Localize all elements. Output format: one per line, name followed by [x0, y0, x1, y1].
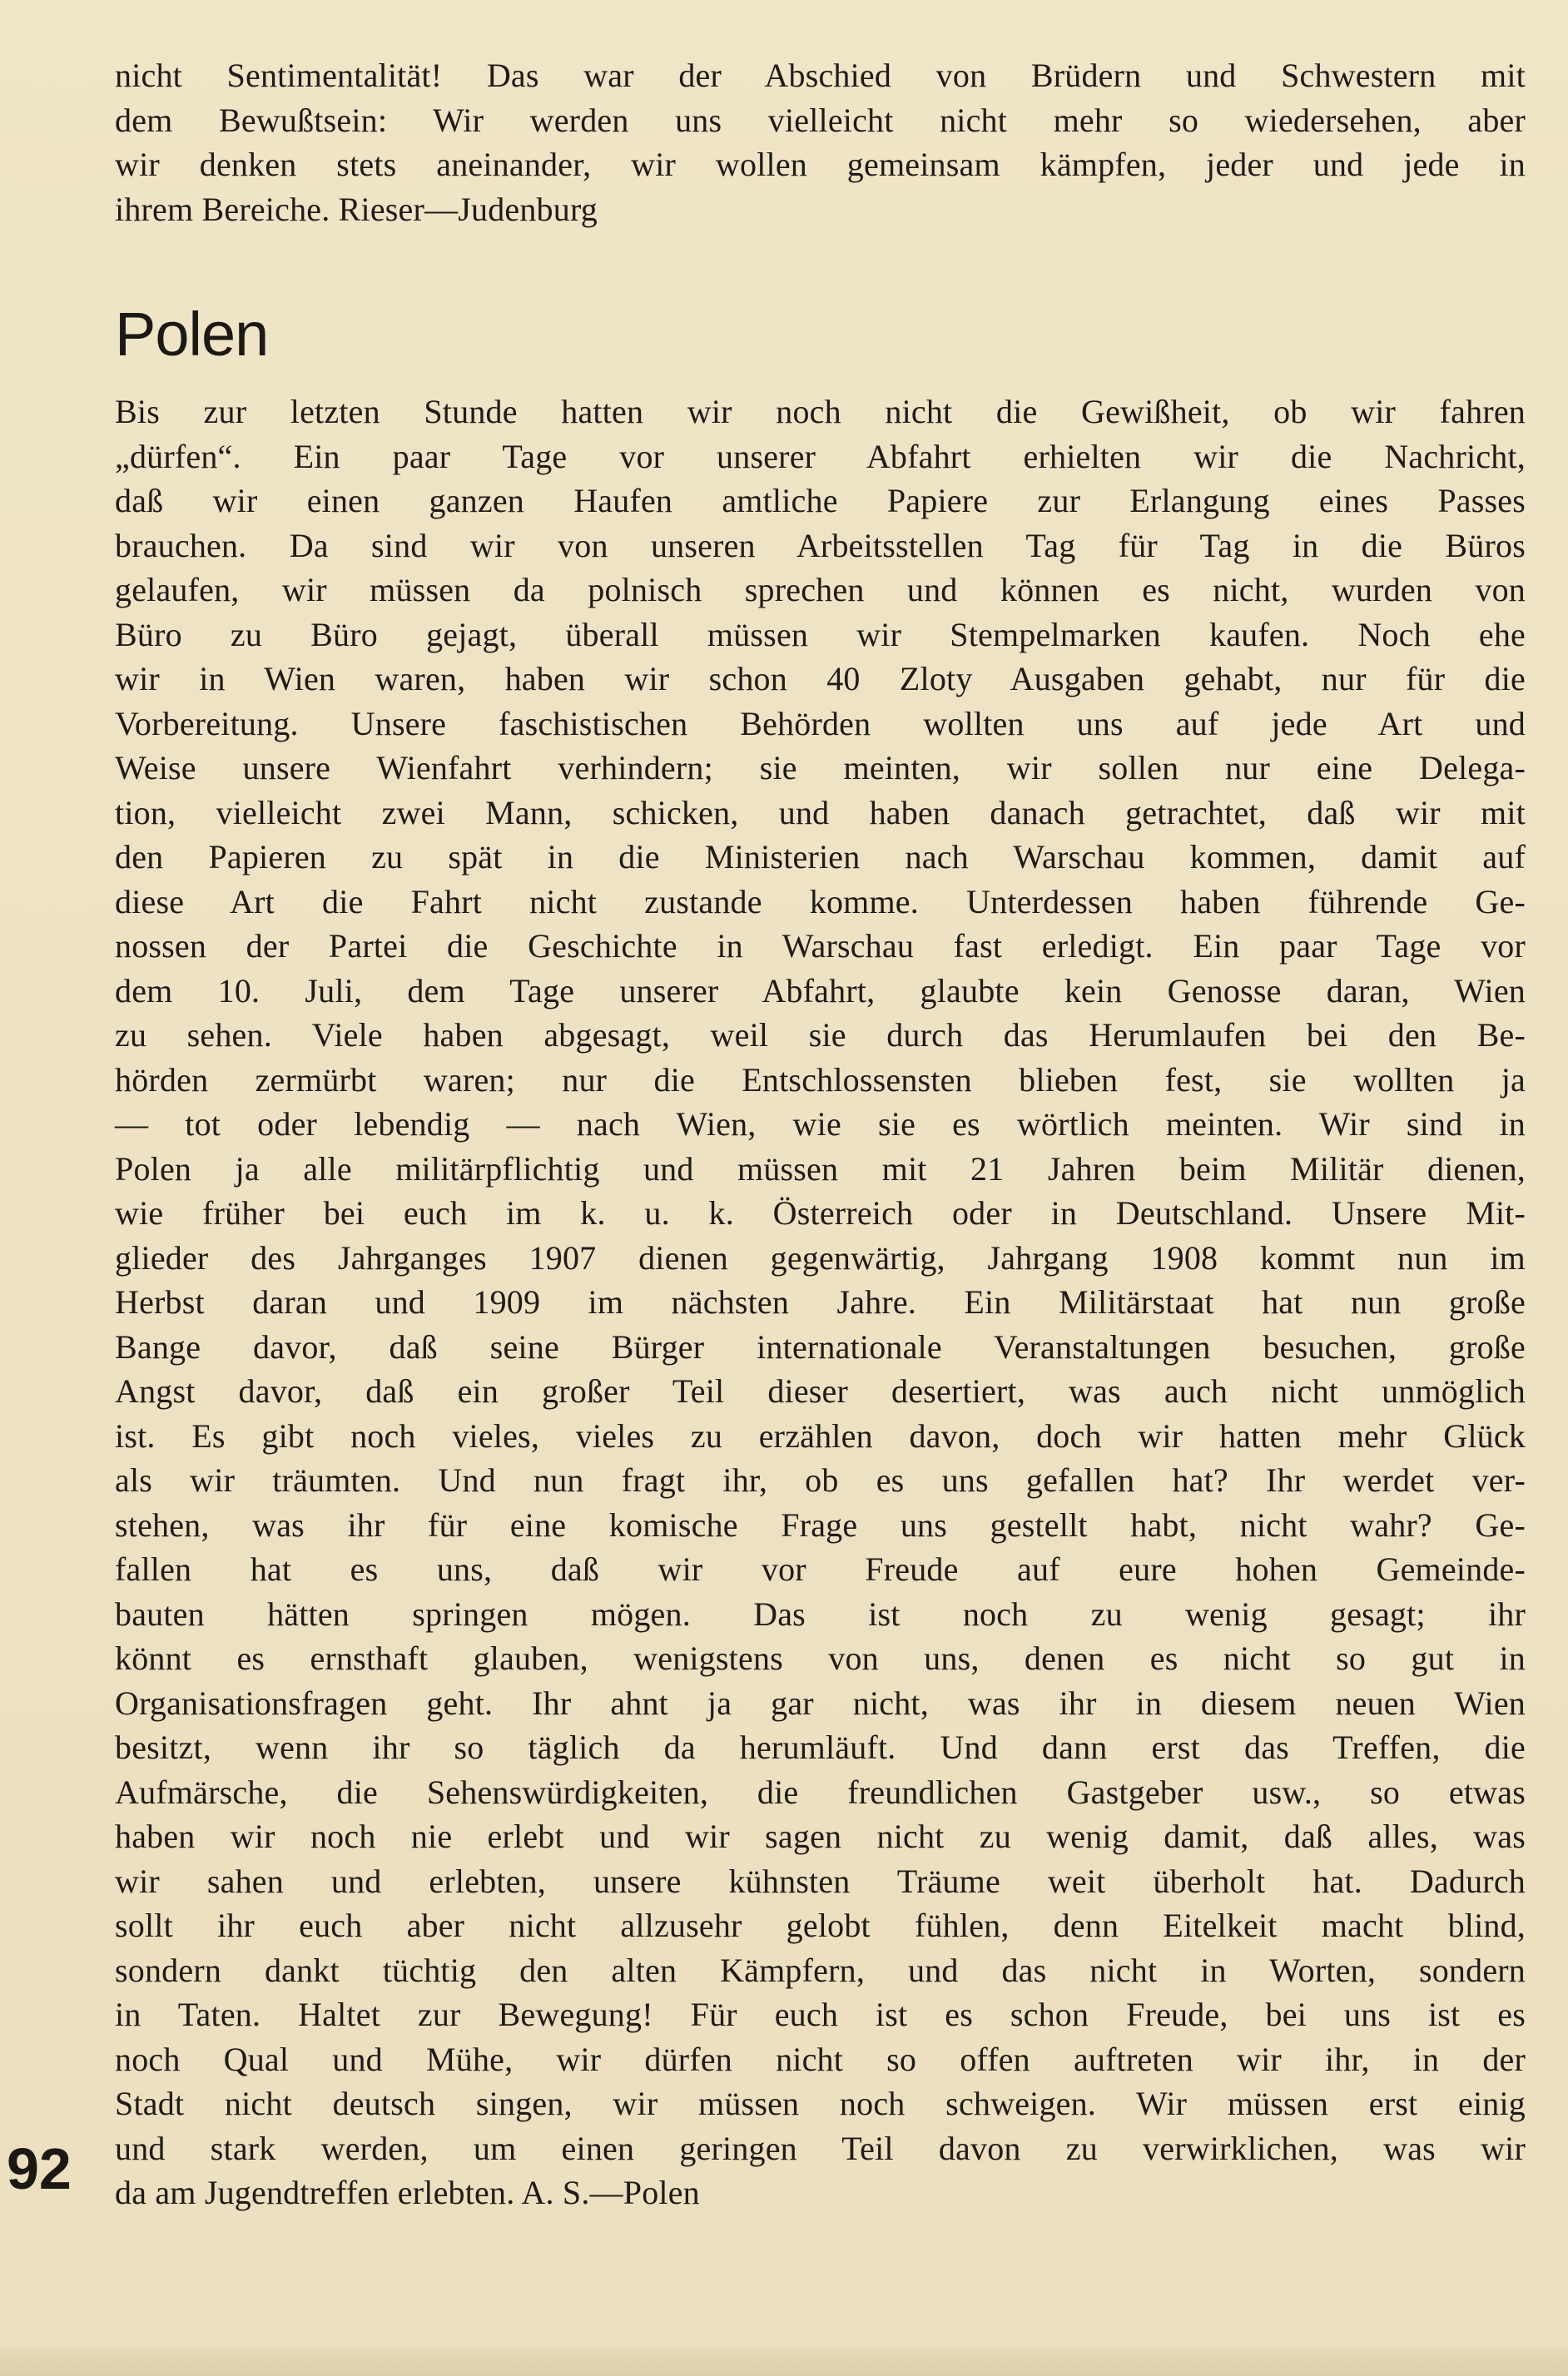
- text-line: den Papieren zu spät in die Ministerien nach Warschau kommen, damit auf: [115, 838, 1526, 875]
- text-line: Polen ja alle militärpflichtig und müssen mit 21 Jahren beim Militär dienen,: [115, 1149, 1526, 1188]
- text-line: dem Bewußtsein: Wir werden uns vielleicht nicht mehr so wiedersehen, aber: [115, 101, 1526, 139]
- text-line: brauchen. Da sind wir von unseren Arbeitsstellen Tag für Tag in die Büros: [115, 526, 1526, 564]
- text-line: sondern dankt tüchtig den alten Kämpfern, und das nicht in Worten, sondern: [115, 1951, 1526, 1989]
- text-line: wir denken stets aneinander, wir wollen gemeinsam kämpfen, jeder und jede in: [115, 146, 1526, 183]
- text-line: Bis zur letzten Stunde hatten wir noch nicht die Gewißheit, ob wir fahren: [115, 393, 1526, 430]
- closing-line: [115, 2170, 1526, 2215]
- text-line: hörden zermürbt waren; nur die Entschlossensten blieben fest, sie wollten ja: [115, 1060, 1526, 1099]
- text-line: daß wir einen ganzen Haufen amtliche Papiere zur Erlangung eines Passes: [115, 482, 1526, 519]
- text-line: Vorbereitung. Unsere faschistischen Behörden wollten uns auf jede Art und: [115, 704, 1526, 742]
- text-line: wie früher bei euch im k. u. k. Österreich oder in Deutschland. Unsere Mit-: [115, 1194, 1526, 1232]
- section-heading: Polen: [115, 300, 269, 369]
- text-line: da am Jugendtreffen erlebten.: [115, 2174, 515, 2211]
- text-line: besitzt, wenn ihr so täglich da herumläuft. Und dann erst das Treffen, die: [115, 1729, 1526, 1766]
- text-line: gelaufen, wir müssen da polnisch sprechen und können es nicht, wurden von: [115, 571, 1526, 608]
- page-bottom-edge: [0, 2348, 1568, 2376]
- text-line: Weise unsere Wienfahrt verhindern; sie meinten, wir sollen nur eine Delega-: [115, 749, 1526, 786]
- text-line: „dürfen“. Ein paar Tage vor unserer Abfahrt erhielten wir die Nachricht,: [115, 437, 1526, 475]
- text-line: könnt es ernsthaft glauben, wenigstens von uns, denen es nicht so gut in: [115, 1639, 1526, 1677]
- text-line: Angst davor, daß ein großer Teil dieser desertiert, was auch nicht unmöglich: [115, 1372, 1526, 1410]
- top-paragraph: [115, 53, 1526, 231]
- text-line: zu sehen. Viele haben abgesagt, weil sie durch das Herumlaufen bei den Be-: [115, 1016, 1526, 1054]
- text-line: in Taten. Haltet zur Bewegung! Für euch ist es schon Freude, bei uns ist es: [115, 1996, 1526, 2033]
- text-line: Aufmärsche, die Sehenswürdigkeiten, die freundlichen Gastgeber usw., so etwas: [115, 1773, 1526, 1811]
- text-line: diese Art die Fahrt nicht zustande komme. Unterdessen haben führende Ge-: [115, 882, 1526, 920]
- text-line: Büro zu Büro gejagt, überall müssen wir Stempelmarken kaufen. Noch ehe: [115, 615, 1526, 653]
- text-line: noch Qual und Mühe, wir dürfen nicht so offen auftreten wir ihr, in der: [115, 2040, 1526, 2078]
- text-line: fallen hat es uns, daß wir vor Freude auf eure hohen Gemeinde-: [115, 1550, 1526, 1588]
- page-number: 92: [7, 2136, 72, 2201]
- closing-line: [115, 187, 1526, 232]
- text-line: haben wir noch nie erlebt und wir sagen nicht zu wenig damit, daß alles, was: [115, 1818, 1526, 1855]
- text-line: nicht Sentimentalität! Das war der Abschied von Brüdern und Schwestern mit: [115, 57, 1526, 94]
- text-line: ihrem Bereiche.: [115, 190, 330, 228]
- text-line: Bange davor, daß seine Bürger internationale Veranstaltungen besuchen, große: [115, 1327, 1526, 1366]
- text-line: tion, vielleicht zwei Mann, schicken, und haben danach getrachtet, daß wir mit: [115, 793, 1526, 831]
- text-line: dem 10. Juli, dem Tage unserer Abfahrt, glaubte kein Genosse daran, Wien: [115, 971, 1526, 1009]
- text-line: Stadt nicht deutsch singen, wir müssen noch schweigen. Wir müssen erst einig: [115, 2085, 1526, 2122]
- text-line: wir sahen und erlebten, unsere kühnsten Träume weit überholt hat. Dadurch: [115, 1862, 1526, 1900]
- text-line: Herbst daran und 1909 im nächsten Jahre. Ein Militärstaat hat nun große: [115, 1283, 1526, 1321]
- signature: Rieser—Judenburg: [338, 190, 598, 228]
- text-line: als wir träumten. Und nun fragt ihr, ob es uns gefallen hat? Ihr werdet ver-: [115, 1461, 1526, 1499]
- text-line: nossen der Partei die Geschichte in Warschau fast erledigt. Ein paar Tage vor: [115, 927, 1526, 965]
- text-line: glieder des Jahrganges 1907 dienen gegenwärtig, Jahrgang 1908 kommt nun im: [115, 1238, 1526, 1277]
- text-line: wir in Wien waren, haben wir schon 40 Zloty Ausgaben gehabt, nur für die: [115, 660, 1526, 697]
- main-paragraph: [115, 389, 1526, 2215]
- text-line: Organisationsfragen geht. Ihr ahnt ja gar nicht, was ihr in diesem neuen Wien: [115, 1684, 1526, 1722]
- text-line: ist. Es gibt noch vieles, vieles zu erzählen davon, doch wir hatten mehr Glück: [115, 1416, 1526, 1455]
- text-line: stehen, was ihr für eine komische Frage uns gestellt habt, nicht wahr? Ge-: [115, 1505, 1526, 1544]
- text-line: bauten hätten springen mögen. Das ist noch zu wenig gesagt; ihr: [115, 1595, 1526, 1633]
- text-line: sollt ihr euch aber nicht allzusehr gelobt fühlen, denn Eitelkeit macht blind,: [115, 1907, 1526, 1944]
- text-line: — tot oder lebendig — nach Wien, wie sie es wörtlich meinten. Wir sind in: [115, 1105, 1526, 1143]
- text-line: und stark werden, um einen geringen Teil davon zu verwirklichen, was wir: [115, 2129, 1526, 2167]
- signature: A. S.—Polen: [521, 2174, 700, 2211]
